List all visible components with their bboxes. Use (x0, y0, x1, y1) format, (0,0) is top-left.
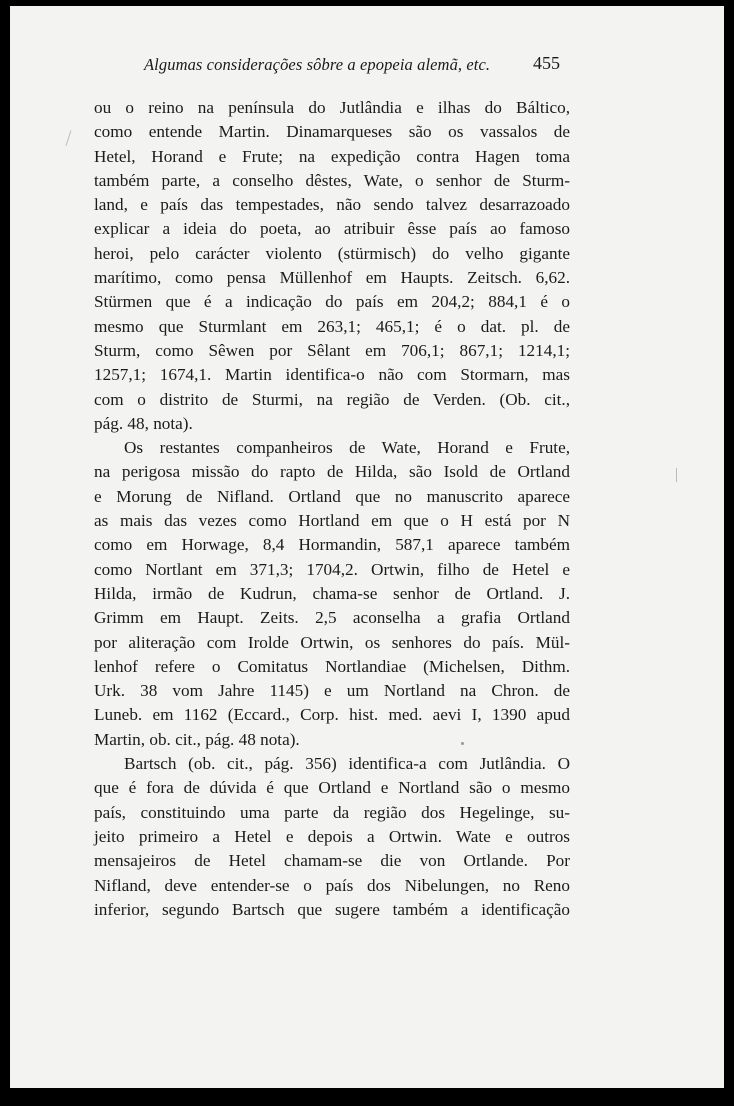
text-line: Luneb. em 1162 (Eccard., Corp. hist. med. aevi I, 1390 apud (94, 705, 570, 725)
page-number: 455 (533, 53, 560, 73)
text-line: como Nortlant em 371,3; 1704,2. Ortwin, filho de Hetel e (94, 559, 570, 579)
text-line: Hetel, Horand e Frute; na expedição contra Hagen toma (94, 146, 570, 166)
text-line: land, e país das tempestades, não sendo talvez desarrazoado (94, 195, 570, 215)
text-line: também parte, a conselho dêstes, Wate, o senhor de Sturm- (94, 170, 570, 190)
text-line: país, constituindo uma parte da região dos Hegelinge, su- (94, 802, 570, 822)
text-line: como entende Martin. Dinamarqueses são os vassalos de (94, 122, 570, 142)
text-line: Bartsch (ob. cit., pág. 356) identifica-a com Jutlândia. O (124, 754, 570, 774)
text-line: marítimo, como pensa Müllenhof em Haupts. Zeitsch. 6,62. (94, 268, 570, 288)
text-line: com o distrito de Sturmi, na região de Verden. (Ob. cit., (94, 389, 570, 409)
page-header (10, 52, 724, 80)
text-line: que é fora de dúvida é que Ortland e Nortland são o mesmo (94, 778, 570, 798)
text-line: 1257,1; 1674,1. Martin identifica-o não com Stormarn, mas (94, 365, 570, 385)
running-title: Algumas considerações sôbre a epopeia alemã, etc. (144, 55, 491, 74)
text-line: Stürmen que é a indicação do país em 204,2; 884,1 é o (94, 292, 570, 312)
body-text (94, 96, 570, 922)
text-line: Hilda, irmão de Kudrun, chama-se senhor de Ortland. J. (94, 583, 570, 603)
text-line: e Morung de Nifland. Ortland que no manuscrito aparece (94, 486, 570, 506)
text-line: Sturm, como Sêwen por Sêlant em 706,1; 867,1; 1214,1; (94, 340, 570, 360)
text-line: mensajeiros de Hetel chamam-se die von Ortlande. Por (94, 851, 570, 871)
text-line: Martin, ob. cit., pág. 48 nota). (94, 729, 300, 749)
text-line: explicar a ideia do poeta, ao atribuir êsse país ao famoso (94, 219, 570, 239)
text-line: mesmo que Sturmlant em 263,1; 465,1; é o dat. pl. de (94, 316, 570, 336)
text-line: jeito primeiro a Hetel e depois a Ortwin. Wate e outros (94, 826, 570, 846)
scan-speck (676, 468, 677, 482)
text-line: Grimm em Haupt. Zeits. 2,5 aconselha a grafia Ortland (94, 608, 570, 628)
text-line: Urk. 38 vom Jahre 1145) e um Nortland na Chron. de (94, 681, 570, 701)
text-line: inferior, segundo Bartsch que sugere também a identificação (94, 899, 570, 919)
scan-speck (461, 742, 464, 745)
text-line: pág. 48, nota). (94, 413, 193, 433)
text-line: como em Horwage, 8,4 Hormandin, 587,1 aparece também (94, 535, 570, 555)
text-line: lenhof refere o Comitatus Nortlandiae (Michelsen, Dithm. (94, 656, 570, 676)
text-line: na perigosa missão do rapto de Hilda, são Isold de Ortland (94, 462, 570, 482)
book-page (10, 6, 724, 1088)
text-line: ou o reino na península do Jutlândia e ilhas do Báltico, (94, 98, 570, 117)
text-line: Os restantes companheiros de Wate, Horand e Frute, (124, 438, 570, 458)
scan-speck (66, 130, 72, 146)
text-line: as mais das vezes como Hortland em que o H está por N (94, 511, 570, 531)
text-line: por aliteração com Irolde Ortwin, os senhores do país. Mül- (94, 632, 570, 652)
text-line: Nifland, deve entender-se o país dos Nibelungen, no Reno (94, 875, 570, 895)
text-line: heroi, pelo carácter violento (stürmisch) do velho gigante (94, 243, 570, 263)
